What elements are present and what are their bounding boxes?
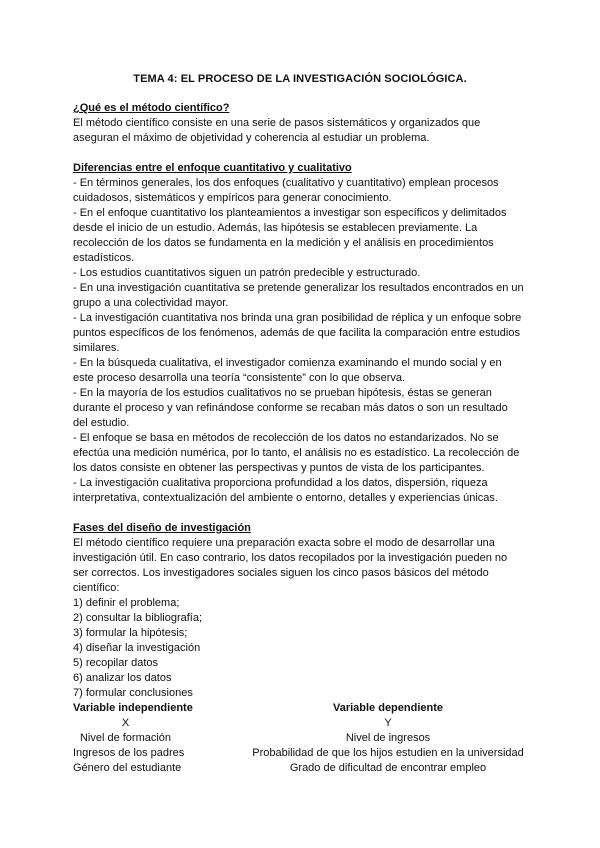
dependent-variable-cell: Grado de dificultad de encontrar empleo	[289, 762, 487, 774]
text-line: El método científico requiere una preparación exacta sobre el modo de desarrollar una	[73, 537, 495, 549]
section-heading-fases-diseno: Fases del diseño de investigación	[73, 522, 251, 534]
text-line: El método científico consiste en una serie de pasos sistemáticos y organizados que	[73, 117, 481, 129]
list-item-step: 4) diseñar la investigación	[73, 642, 201, 654]
dependent-variable-cell: Probabilidad de que los hijos estudien en la universidad	[252, 747, 524, 759]
spacer	[73, 506, 538, 521]
independent-variable-cell: Nivel de formación	[79, 732, 172, 744]
table-row	[73, 731, 538, 746]
independent-variable-cell: Ingresos de los padres	[73, 747, 185, 759]
text-line: del estudio.	[73, 417, 130, 429]
dependent-variable-cell: Nivel de ingresos	[345, 732, 431, 744]
dependent-variable-symbol: Y	[384, 717, 392, 729]
list-item-step: 1) definir el problema;	[73, 597, 180, 609]
text-line: desde el inicio de un estudio. Además, las hipótesis se establecen previamente. La	[73, 222, 478, 234]
text-line: interpretativa, contextualización del ambiente o entorno, detalles y experiencias únicas.	[73, 492, 498, 504]
text-line: aseguran el máximo de objetividad y coherencia al estudiar un problema.	[73, 132, 430, 144]
list-item-step: 7) formular conclusiones	[73, 687, 193, 699]
list-item-step: 3) formular la hipótesis;	[73, 627, 188, 639]
text-line: durante el proceso y van refinándose conforme se recaban más datos o son un resultado	[73, 402, 508, 414]
text-line: estadísticos.	[73, 252, 135, 264]
text-line: investigación útil. En caso contrario, los datos recopilados por la investigación pueden no	[73, 552, 508, 564]
variables-header-row	[73, 701, 538, 716]
text-line: similares.	[73, 342, 120, 354]
section-heading-metodo-cientifico: ¿Qué es el método científico?	[73, 102, 230, 114]
table-row	[73, 761, 538, 776]
dependent-variable-header: Variable dependiente	[332, 702, 444, 714]
text-line: recolección de los datos se fundamenta en la medición y el análisis en procedimientos	[73, 237, 494, 249]
text-line: - La investigación cuantitativa nos brinda una gran posibilidad de réplica y un enfoque sobre	[73, 312, 522, 324]
list-item-step: 2) consultar la bibliografía;	[73, 612, 203, 624]
text-line: este proceso desarrolla una teoría “consistente” con lo que observa.	[73, 372, 406, 384]
spacer	[73, 146, 538, 161]
text-line: cuidadosos, sistemáticos y empíricos para generar conocimiento.	[73, 192, 392, 204]
independent-variable-symbol: X	[121, 717, 130, 729]
text-line: puntos específicos de los fenómenos, además de que facilita la comparación entre estudios	[73, 327, 520, 339]
list-item-step: 5) recopilar datos	[73, 657, 158, 669]
text-line: - En la mayoría de los estudios cualitativos no se prueban hipótesis, éstas se generan	[73, 387, 492, 399]
text-line: - En el enfoque cuantitativo los planteamientos a investigar son específicos y delimitados	[73, 207, 507, 219]
text-line: los datos consiste en obtener las perspectivas y puntos de vista de los participantes.	[73, 462, 485, 474]
text-line: grupo a una colectividad mayor.	[73, 297, 229, 309]
independent-variable-header: Variable independiente	[73, 702, 193, 714]
text-line: ser correctos. Los investigadores sociales siguen los cinco pasos básicos del método	[73, 567, 489, 579]
document-body	[73, 101, 538, 776]
text-line: - Los estudios cuantitativos siguen un patrón predecible y estructurado.	[73, 267, 421, 279]
variables-symbol-row	[73, 716, 538, 731]
table-row	[73, 746, 538, 761]
text-line: efectúa una medición numérica, por lo tanto, el análisis no es estadístico. La recolección de	[73, 447, 520, 459]
text-line: - El enfoque se basa en métodos de recolección de los datos no estandarizados. No se	[73, 432, 499, 444]
independent-variable-cell: Género del estudiante	[73, 762, 182, 774]
text-line: científico:	[73, 582, 120, 594]
text-line: - En una investigación cuantitativa se pretende generalizar los resultados encontrados en un	[73, 282, 524, 294]
text-line: - En términos generales, los dos enfoques (cualitativo y cuantitativo) emplean procesos	[73, 177, 499, 189]
list-item-step: 6) analizar los datos	[73, 672, 172, 684]
section-heading-diferencias-enfoques: Diferencias entre el enfoque cuantitativo y cualitativo	[73, 162, 352, 174]
document-title: TEMA 4: EL PROCESO DE LA INVESTIGACIÓN SOCIOLÓGICA.	[133, 73, 467, 85]
text-line: - La investigación cualitativa proporciona profundidad a los datos, dispersión, riqueza	[73, 477, 488, 489]
text-line: - En la búsqueda cualitativa, el investigador comienza examinando el mundo social y en	[73, 357, 502, 369]
variables-table	[73, 701, 538, 776]
